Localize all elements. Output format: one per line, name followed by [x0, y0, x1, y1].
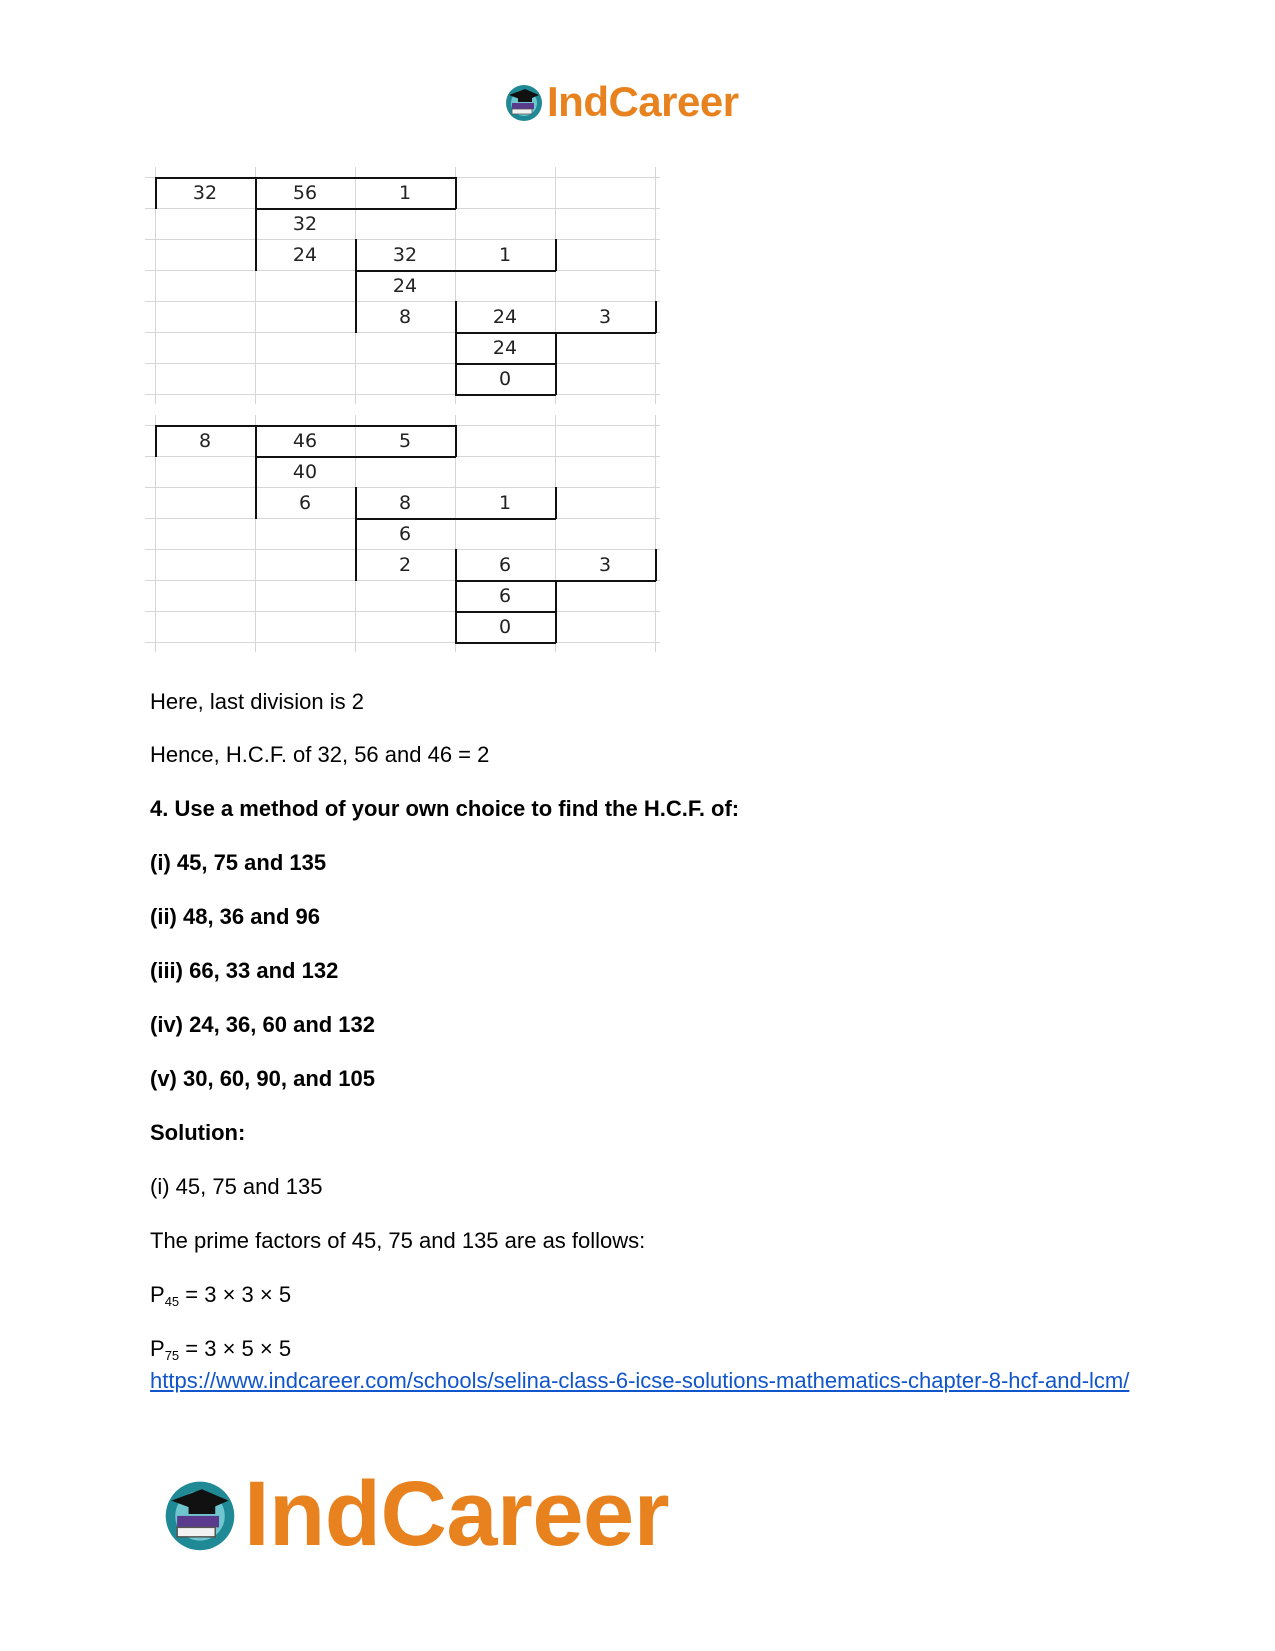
- table-cell: 32: [192, 181, 218, 204]
- division-rule: [655, 301, 657, 333]
- division-rule: [555, 580, 557, 643]
- graduation-cap-books-icon: [160, 1474, 240, 1554]
- brand-name: IndCareer: [547, 78, 739, 125]
- division-rule: [555, 239, 557, 271]
- table-cell: 2: [398, 553, 412, 576]
- question-item: (iii) 66, 33 and 132: [150, 958, 339, 983]
- table-cell: 3: [598, 305, 612, 328]
- question-item: (v) 30, 60, 90, and 105: [150, 1066, 376, 1091]
- table-cell: 3: [598, 553, 612, 576]
- table-cell: 1: [498, 243, 512, 266]
- grid-line: [145, 394, 660, 395]
- grid-line: [655, 415, 656, 652]
- table-cell: 6: [298, 491, 312, 514]
- prime-factor-line: $P_{75} = 3 \times 5 \times 5$: [150, 1336, 292, 1363]
- solution-item: (i) 45, 75 and 135: [150, 1174, 323, 1199]
- question-item: (i) 45, 75 and 135: [150, 850, 327, 875]
- table-cell: 8: [198, 429, 212, 452]
- prime-factor-line: $P_{45} = 3 \times 3 \times 5$: [150, 1282, 292, 1309]
- table-cell: 24: [492, 336, 518, 359]
- table-cell: 32: [392, 243, 418, 266]
- table-cell: 0: [498, 367, 512, 390]
- question-heading: 4. Use a method of your own choice to find the H.C.F. of:: [150, 796, 740, 821]
- division-rule: [455, 642, 556, 644]
- division-rule: [455, 177, 457, 209]
- table-cell: 24: [392, 274, 418, 297]
- text-line: Hence, H.C.F. of 32, 56 and 46 = 2: [150, 742, 490, 767]
- solution-heading: Solution:: [150, 1120, 246, 1145]
- table-cell: 24: [492, 305, 518, 328]
- division-rule: [555, 487, 557, 519]
- division-rule: [455, 394, 556, 396]
- table-cell: 8: [398, 491, 412, 514]
- table-cell: 6: [398, 522, 412, 545]
- table-cell: 46: [292, 429, 318, 452]
- text-line: The prime factors of 45, 75 and 135 are as follows:: [150, 1228, 646, 1253]
- division-rule: [555, 332, 557, 395]
- logo-footer: [160, 1463, 669, 1565]
- graduation-cap-books-icon: [503, 81, 545, 123]
- table-cell: 1: [398, 181, 412, 204]
- table-cell: 24: [292, 243, 318, 266]
- brand-name: IndCareer: [244, 1463, 669, 1565]
- division-rule: [655, 549, 657, 581]
- table-cell: 6: [498, 584, 512, 607]
- question-item: (ii) 48, 36 and 96: [150, 904, 320, 929]
- grid-line: [145, 363, 660, 364]
- table-cell: 0: [498, 615, 512, 638]
- table-cell: 5: [398, 429, 412, 452]
- grid-line: [145, 642, 660, 643]
- question-item: (iv) 24, 36, 60 and 132: [150, 1012, 376, 1037]
- source-link[interactable]: https://www.indcareer.com/schools/selina-class-6-icse-solutions-mathematics-chapter-8-hcf-and-lcm/: [150, 1368, 1130, 1393]
- table-cell: 8: [398, 305, 412, 328]
- table-cell: 1: [498, 491, 512, 514]
- text-line: Here, last division is 2: [150, 689, 364, 714]
- logo-header: [503, 78, 739, 126]
- grid-line: [655, 167, 656, 404]
- table-cell: 56: [292, 181, 318, 204]
- table-cell: 32: [292, 212, 318, 235]
- grid-line: [145, 611, 660, 612]
- table-cell: 40: [292, 460, 318, 483]
- table-cell: 6: [498, 553, 512, 576]
- division-rule: [455, 425, 457, 457]
